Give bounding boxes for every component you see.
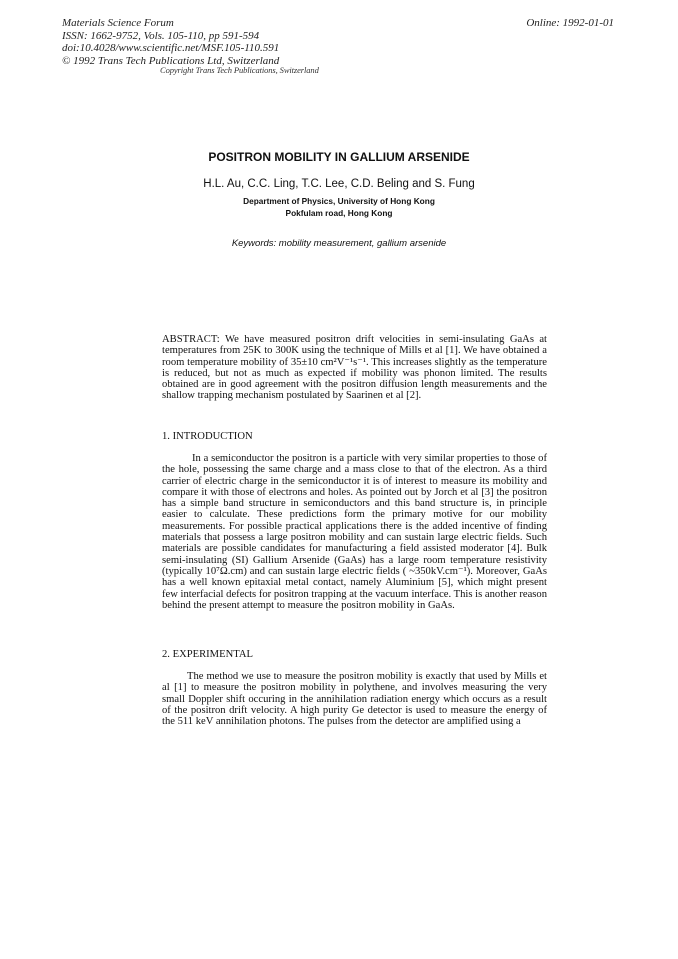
copyright-line: © 1992 Trans Tech Publications Ltd, Switzerland	[62, 54, 280, 67]
issn-line: ISSN: 1662-9752, Vols. 105-110, pp 591-594	[62, 29, 260, 42]
journal-header	[62, 17, 279, 67]
keywords: Keywords: mobility measurement, gallium arsenide	[231, 238, 447, 249]
affiliation-department: Department of Physics, University of Hong Kong	[243, 196, 435, 206]
section-heading-introduction: 1. INTRODUCTION	[162, 431, 253, 442]
online-date: Online: 1992-01-01	[526, 17, 614, 29]
doi-line: doi:10.4028/www.scientific.net/MSF.105-110.591	[62, 42, 280, 54]
copyright-stamp: Copyright Trans Tech Publications, Switzerland	[160, 65, 319, 75]
section-heading-experimental: 2. EXPERIMENTAL	[162, 649, 253, 660]
introduction-paragraph: In a semiconductor the positron is a particle with very similar properties to those of the hole, possessing the same charge and a mass close to that of the electron. As a third carrier of electric charge in the semiconductor it is of interest to measure its mobility and compare it with those of electrons and holes. As pointed out by Jorch et al [3] the positron has a simple band structure in semiconductors and this band structure is, in principle easier to calculate. These predictions form the primary motive for our mobility measurements. For possible practical applications there is the added incentive of finding materials that possess a large positron mobility and can sustain large electric fields. Such materials are possible candidates for manufacturing a field assisted moderator [4]. Bulk semi-insulating (SI) Gallium Arsenide (GaAs) has a large room temperature resistivity (typically 10⁷Ω.cm) and can sustain large electric fields ( ~350kV.cm⁻¹). Moreover, GaAs has a well known epitaxial metal contact, namely Aluminium [5], which might present few interfacial defects for positron trapping at the vacuum interface. This is another reason behind the present attempt to measure the positron mobility in GaAs.	[162, 453, 547, 611]
author-list: H.L. Au, C.C. Ling, T.C. Lee, C.D. Beling and S. Fung	[203, 178, 475, 190]
experimental-paragraph: The method we use to measure the positron mobility is exactly that used by Mills et al [1] to measure the positron mobility in polythene, and involves measuring the very small Doppler shift occuring in the annihilation radiation energy which occurs as a result of the positron drift velocity. A high purity Ge detector is used to measure the energy of the 511 keV annihilation photons. The pulses from the detector are amplified using a	[162, 671, 547, 728]
affiliation-address: Pokfulam road, Hong Kong	[285, 208, 393, 218]
abstract: ABSTRACT: We have measured positron drift velocities in semi-insulating GaAs at temperatures from 25K to 300K using the technique of Mills et al [1]. We have obtained a room temperature mobility of 35±10 cm²V⁻¹s⁻¹. This increases slightly as the temperature is reduced, but not as much as expected if mobility was phonon limited. The results obtained are in good agreement with the positron diffusion length measurements and the shallow trapping mechanism postulated by Saarinen et al [2].	[162, 334, 547, 402]
paper-title: POSITRON MOBILITY IN GALLIUM ARSENIDE	[208, 150, 470, 164]
journal-name: Materials Science Forum	[62, 17, 174, 29]
